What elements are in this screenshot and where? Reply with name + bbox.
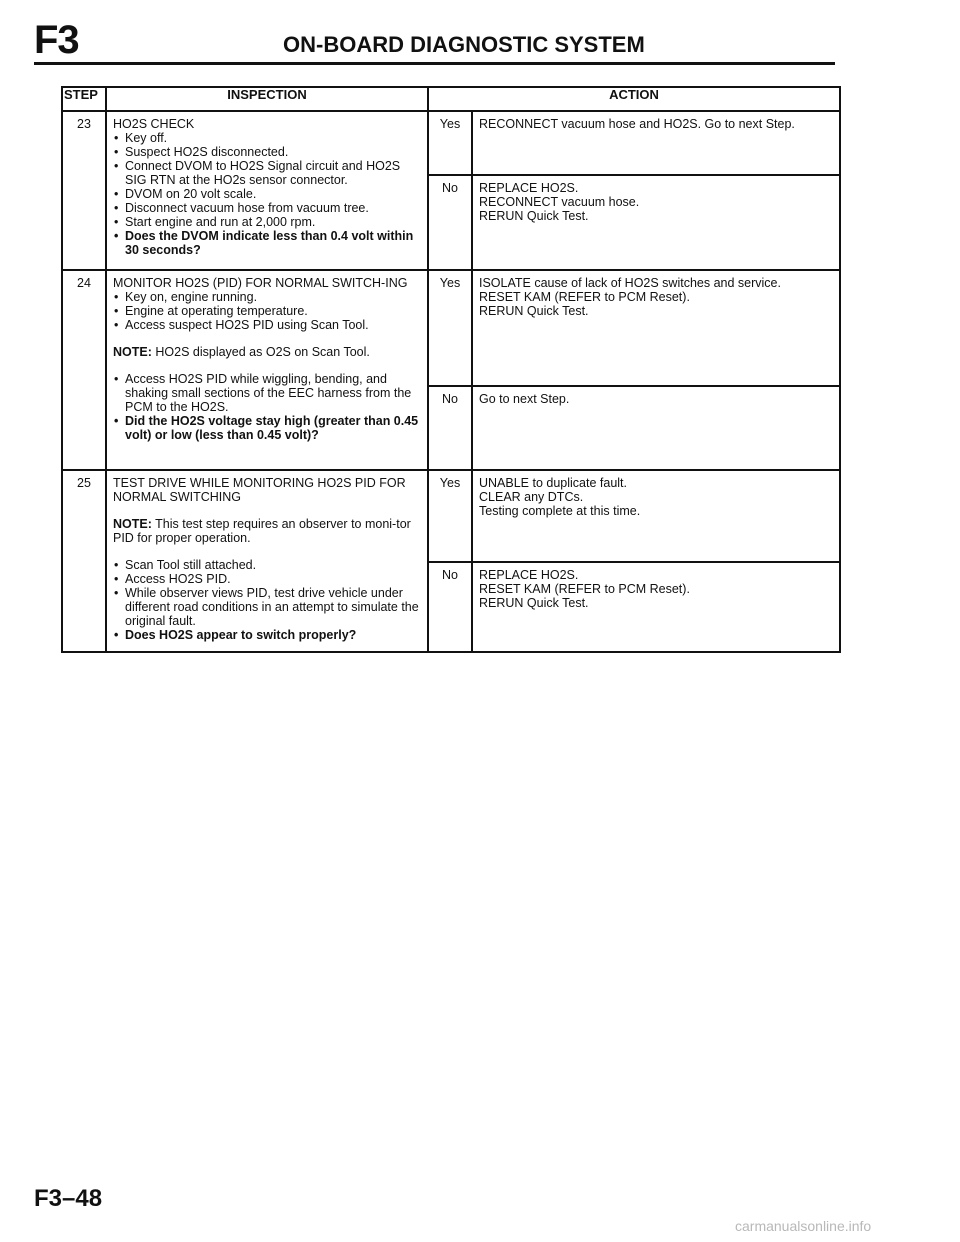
- inspection-cell: [106, 111, 428, 270]
- list-item: • Key on, engine running.: [113, 290, 421, 304]
- action-line: RERUN Quick Test.: [479, 209, 589, 223]
- step-number: 25: [62, 470, 106, 652]
- inspection-list: [113, 372, 421, 442]
- note: [113, 517, 421, 545]
- no-label: No: [428, 175, 472, 270]
- step-title: TEST DRIVE WHILE MONITORING HO2S PID FOR NORMAL SWITCHING: [113, 476, 406, 504]
- yes-label: Yes: [428, 270, 472, 386]
- inspection-list: [113, 290, 421, 332]
- diagnostic-table: [61, 86, 841, 653]
- inspection-list: [113, 131, 421, 257]
- step-title: MONITOR HO2S (PID) FOR NORMAL SWITCH-ING: [113, 276, 408, 290]
- yes-label: Yes: [428, 111, 472, 175]
- column-header-action: ACTION: [428, 87, 840, 111]
- action-line: Testing complete at this time.: [479, 504, 641, 518]
- note-label: NOTE:: [113, 345, 152, 359]
- table-row: [62, 111, 840, 175]
- list-item: • Disconnect vacuum hose from vacuum tree.: [113, 201, 421, 215]
- yes-action: [472, 111, 840, 175]
- column-header-step: STEP: [62, 87, 106, 111]
- section-code: F3: [34, 18, 79, 62]
- note-label: NOTE:: [113, 517, 152, 531]
- action-line: CLEAR any DTCs.: [479, 490, 584, 504]
- list-item: • Scan Tool still attached.: [113, 558, 421, 572]
- inspection-cell: [106, 470, 428, 652]
- yes-action: [472, 470, 840, 562]
- table-header-row: [62, 87, 840, 111]
- step-title: HO2S CHECK: [113, 117, 195, 131]
- action-line: REPLACE HO2S.: [479, 568, 579, 582]
- step-number: 23: [62, 111, 106, 270]
- note: [113, 345, 421, 359]
- no-action: [472, 562, 840, 652]
- action-line: UNABLE to duplicate fault.: [479, 476, 627, 490]
- list-item: • Suspect HO2S disconnected.: [113, 145, 421, 159]
- column-header-inspection: INSPECTION: [106, 87, 428, 111]
- action-line: ISOLATE cause of lack of HO2S switches and service.: [479, 276, 781, 290]
- note-text: This test step requires an observer to moni-tor PID for proper operation.: [113, 517, 411, 545]
- list-item: • Start engine and run at 2,000 rpm.: [113, 215, 421, 229]
- table-row: [62, 470, 840, 562]
- diagnostic-question: • Does HO2S appear to switch properly?: [113, 628, 421, 642]
- list-item: • Access suspect HO2S PID using Scan Tool.: [113, 318, 421, 332]
- watermark: carmanualsonline.info: [735, 1218, 872, 1234]
- note-text: HO2S displayed as O2S on Scan Tool.: [155, 345, 370, 359]
- list-item: • Access HO2S PID while wiggling, bending, and shaking small sections of the EEC harness from the PCM to the HO2S.: [113, 372, 421, 414]
- yes-action: [472, 270, 840, 386]
- no-action: [472, 386, 840, 470]
- action-line: RECONNECT vacuum hose.: [479, 195, 640, 209]
- list-item: • DVOM on 20 volt scale.: [113, 187, 421, 201]
- list-item: • While observer views PID, test drive vehicle under different road conditions in an attempt to simulate the original fault.: [113, 586, 421, 628]
- action-line: RECONNECT vacuum hose and HO2S. Go to next Step.: [479, 117, 795, 131]
- yes-label: Yes: [428, 470, 472, 562]
- action-line: REPLACE HO2S.: [479, 181, 579, 195]
- page-title: ON-BOARD DIAGNOSTIC SYSTEM: [283, 32, 645, 57]
- table-row: [62, 270, 840, 386]
- list-item: • Access HO2S PID.: [113, 572, 421, 586]
- list-item: • Key off.: [113, 131, 421, 145]
- title-divider: [34, 62, 835, 65]
- no-label: No: [428, 386, 472, 470]
- diagnostic-question: • Did the HO2S voltage stay high (greater than 0.45 volt) or low (less than 0.45 volt)?: [113, 414, 421, 442]
- no-action: [472, 175, 840, 270]
- action-line: RERUN Quick Test.: [479, 304, 589, 318]
- action-line: RERUN Quick Test.: [479, 596, 589, 610]
- action-line: RESET KAM (REFER to PCM Reset).: [479, 582, 690, 596]
- page-number: F3–48: [34, 1185, 103, 1212]
- no-label: No: [428, 562, 472, 652]
- list-item: • Engine at operating temperature.: [113, 304, 421, 318]
- diagnostic-question: • Does the DVOM indicate less than 0.4 volt within 30 seconds?: [113, 229, 421, 257]
- action-line: RESET KAM (REFER to PCM Reset).: [479, 290, 690, 304]
- step-number: 24: [62, 270, 106, 470]
- list-item: • Connect DVOM to HO2S Signal circuit and HO2S SIG RTN at the HO2s sensor connector.: [113, 159, 421, 187]
- inspection-cell: [106, 270, 428, 470]
- action-line: Go to next Step.: [479, 392, 570, 406]
- inspection-list: [113, 558, 421, 642]
